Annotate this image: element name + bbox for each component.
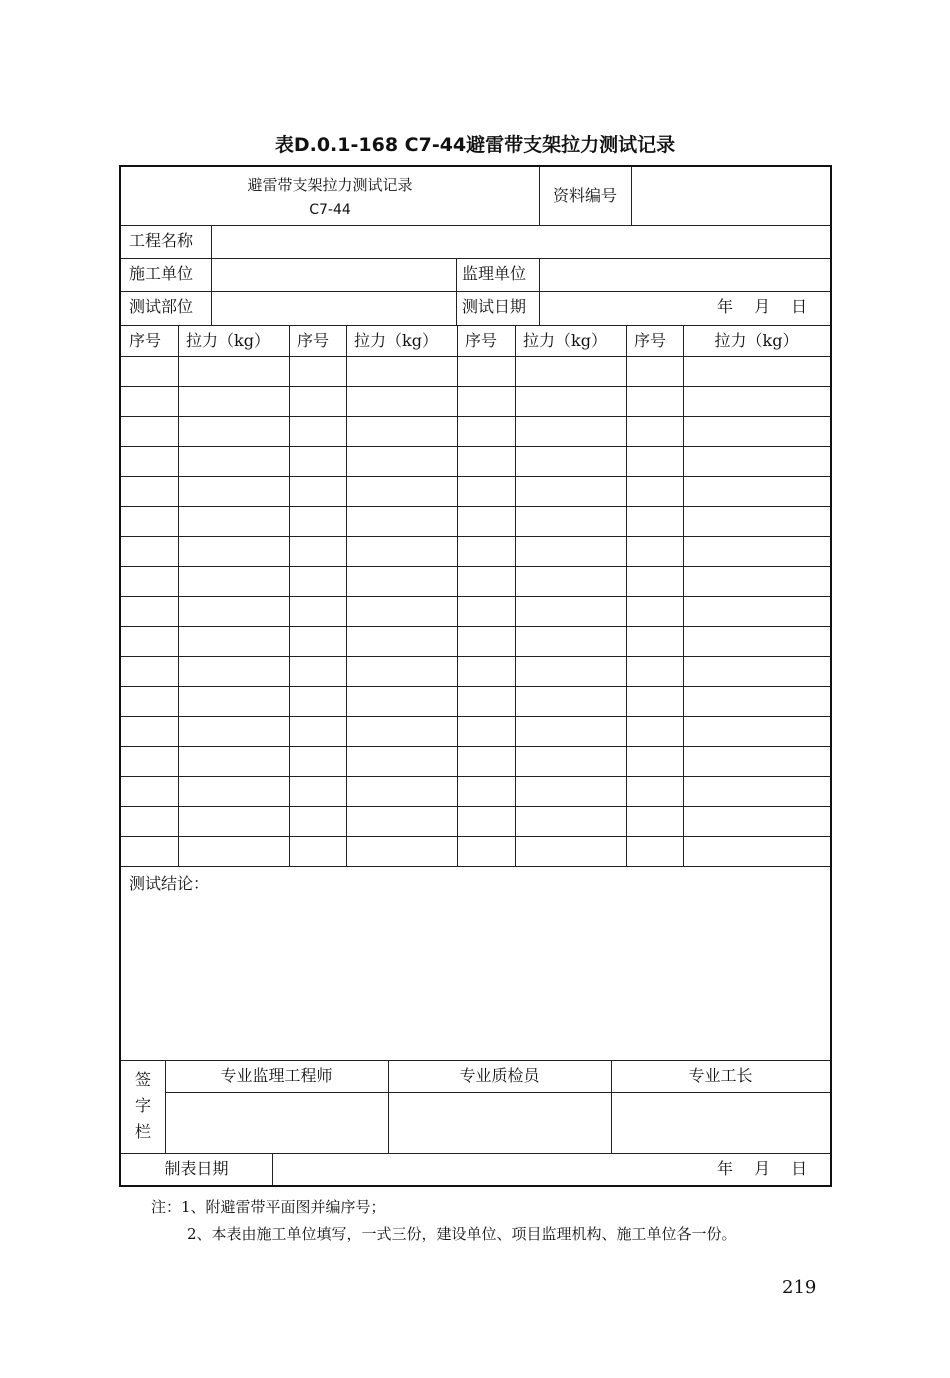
table-cell-index[interactable]	[630, 601, 679, 621]
table-cell-index[interactable]	[293, 361, 342, 381]
table-cell-index[interactable]	[293, 841, 342, 861]
table-cell-tension[interactable]	[687, 631, 826, 651]
table-cell-index[interactable]	[630, 661, 679, 681]
table-cell-tension[interactable]	[182, 571, 285, 591]
test-date-label: 测试日期	[462, 297, 527, 316]
signature-label-1: 签	[134, 1070, 151, 1089]
table-cell-index[interactable]	[461, 751, 511, 771]
table-cell-tension[interactable]	[687, 391, 826, 411]
table-cell-tension[interactable]	[350, 661, 453, 681]
divider	[121, 325, 830, 326]
table-cell-tension[interactable]	[350, 511, 453, 531]
table-cell-tension[interactable]	[519, 421, 622, 441]
divider	[121, 1060, 830, 1061]
table-cell-index[interactable]	[125, 841, 174, 861]
form-name: 避雷带支架拉力测试记录	[247, 176, 413, 194]
table-cell-tension[interactable]	[519, 601, 622, 621]
table-row-line	[121, 866, 830, 867]
table-cell-tension[interactable]	[687, 481, 826, 501]
table-cell-index[interactable]	[293, 511, 342, 531]
table-cell-index[interactable]	[293, 691, 342, 711]
builder-label: 施工单位	[129, 264, 194, 283]
signature-label-3: 栏	[134, 1122, 151, 1141]
table-cell-tension[interactable]	[519, 391, 622, 411]
table-cell-tension[interactable]	[350, 811, 453, 831]
table-cell-index[interactable]	[293, 811, 342, 831]
table-cell-tension[interactable]	[350, 451, 453, 471]
table-cell-tension[interactable]	[519, 811, 622, 831]
table-cell-tension[interactable]	[519, 511, 622, 531]
table-cell-tension[interactable]	[350, 691, 453, 711]
table-cell-index[interactable]	[125, 541, 174, 561]
table-row-line	[121, 416, 830, 417]
table-cell-tension[interactable]	[519, 571, 622, 591]
table-cell-index[interactable]	[461, 361, 511, 381]
table-cell-tension[interactable]	[350, 541, 453, 561]
table-cell-index[interactable]	[125, 481, 174, 501]
table-cell-index[interactable]	[461, 421, 511, 441]
table-row-line	[121, 836, 830, 837]
table-cell-tension[interactable]	[182, 541, 285, 561]
table-cell-tension[interactable]	[687, 811, 826, 831]
table-cell-tension[interactable]	[182, 391, 285, 411]
table-cell-index[interactable]	[293, 421, 342, 441]
table-row-line	[121, 806, 830, 807]
table-cell-tension[interactable]	[350, 841, 453, 861]
table-cell-index[interactable]	[461, 661, 511, 681]
table-cell-index[interactable]	[293, 391, 342, 411]
table-cell-tension[interactable]	[182, 841, 285, 861]
table-cell-index[interactable]	[461, 601, 511, 621]
table-header-cell: 拉力（kg）	[714, 331, 799, 350]
table-cell-tension[interactable]	[350, 601, 453, 621]
table-cell-index[interactable]	[461, 451, 511, 471]
table-cell-index[interactable]	[125, 391, 174, 411]
table-cell-tension[interactable]	[519, 661, 622, 681]
table-row-line	[121, 596, 830, 597]
table-row-line	[121, 746, 830, 747]
table-cell-tension[interactable]	[519, 631, 622, 651]
table-row-line	[121, 716, 830, 717]
table-cell-index[interactable]	[630, 451, 679, 471]
divider	[165, 1092, 830, 1093]
table-cell-index[interactable]	[630, 631, 679, 651]
table-cell-tension[interactable]	[519, 541, 622, 561]
project-name-label: 工程名称	[129, 231, 194, 250]
table-cell-index[interactable]	[461, 481, 511, 501]
table-header-cell: 拉力（kg）	[354, 331, 438, 350]
table-cell-tension[interactable]	[687, 541, 826, 561]
table-cell-tension[interactable]	[687, 661, 826, 681]
table-cell-tension[interactable]	[687, 451, 826, 471]
table-header-cell: 序号	[297, 331, 330, 350]
table-cell-index[interactable]	[125, 811, 174, 831]
conclusion-label: 测试结论：	[129, 874, 210, 893]
table-cell-index[interactable]	[461, 631, 511, 651]
table-cell-tension[interactable]	[182, 361, 285, 381]
table-cell-tension[interactable]	[687, 511, 826, 531]
table-cell-tension[interactable]	[182, 811, 285, 831]
table-cell-tension[interactable]	[350, 631, 453, 651]
table-cell-index[interactable]	[293, 631, 342, 651]
table-cell-index[interactable]	[293, 601, 342, 621]
table-row-line	[121, 656, 830, 657]
table-header-cell: 序号	[129, 331, 162, 350]
table-cell-index[interactable]	[461, 571, 511, 591]
table-cell-index[interactable]	[461, 841, 511, 861]
table-row-line	[121, 626, 830, 627]
table-cell-tension[interactable]	[182, 781, 285, 801]
divider	[121, 291, 830, 292]
role-quality-inspector: 专业质检员	[459, 1066, 540, 1085]
table-cell-tension[interactable]	[519, 751, 622, 771]
divider	[272, 1153, 273, 1185]
table-row-line	[121, 506, 830, 507]
signature-field-inspector[interactable]	[394, 1102, 604, 1142]
table-cell-index[interactable]	[630, 481, 679, 501]
signature-label-2: 字	[134, 1096, 151, 1115]
table-cell-tension[interactable]	[687, 751, 826, 771]
table-cell-tension[interactable]	[350, 571, 453, 591]
table-cell-index[interactable]	[630, 361, 679, 381]
table-cell-index[interactable]	[293, 781, 342, 801]
test-record-form	[119, 165, 832, 1187]
table-cell-tension[interactable]	[519, 841, 622, 861]
table-cell-index[interactable]	[293, 571, 342, 591]
supervisor-label: 监理单位	[462, 264, 527, 283]
table-cell-tension[interactable]	[519, 721, 622, 741]
table-cell-tension[interactable]	[182, 661, 285, 681]
table-header-cell: 序号	[465, 331, 498, 350]
table-cell-tension[interactable]	[182, 631, 285, 651]
page-number: 219	[782, 1277, 817, 1298]
table-row-line	[121, 776, 830, 777]
table-cell-tension[interactable]	[182, 511, 285, 531]
table-cell-index[interactable]	[125, 721, 174, 741]
table-cell-tension[interactable]	[350, 721, 453, 741]
table-cell-index[interactable]	[461, 721, 511, 741]
table-cell-tension[interactable]	[519, 361, 622, 381]
table-cell-tension[interactable]	[182, 691, 285, 711]
signature-field-foreman[interactable]	[617, 1102, 823, 1142]
divider	[121, 225, 830, 226]
table-cell-index[interactable]	[125, 751, 174, 771]
note-1: 注：1、附避雷带平面图并编序号；	[151, 1198, 386, 1216]
table-cell-index[interactable]	[125, 781, 174, 801]
table-cell-tension[interactable]	[350, 481, 453, 501]
table-cell-index[interactable]	[125, 631, 174, 651]
table-cell-index[interactable]	[630, 781, 679, 801]
table-row-line	[121, 536, 830, 537]
table-cell-tension[interactable]	[687, 721, 826, 741]
signature-field-engineer[interactable]	[171, 1102, 381, 1142]
table-cell-index[interactable]	[461, 511, 511, 531]
table-cell-index[interactable]	[461, 781, 511, 801]
table-header-cell: 拉力（kg）	[186, 331, 270, 350]
table-cell-tension[interactable]	[182, 721, 285, 741]
table-cell-index[interactable]	[630, 811, 679, 831]
test-date-field[interactable]: 年 月 日	[717, 297, 808, 316]
table-cell-index[interactable]	[125, 421, 174, 441]
table-cell-tension[interactable]	[182, 451, 285, 471]
table-row-line	[121, 686, 830, 687]
table-cell-index[interactable]	[125, 661, 174, 681]
doc-no-label: 资料编号	[552, 186, 617, 205]
table-cell-index[interactable]	[125, 571, 174, 591]
table-cell-index[interactable]	[461, 691, 511, 711]
table-cell-tension[interactable]	[182, 751, 285, 771]
table-row-line	[121, 446, 830, 447]
table-cell-index[interactable]	[630, 541, 679, 561]
table-cell-index[interactable]	[125, 451, 174, 471]
made-date-field[interactable]: 年 月 日	[717, 1159, 808, 1178]
table-header-cell: 拉力（kg）	[523, 331, 607, 350]
table-cell-index[interactable]	[630, 721, 679, 741]
table-cell-tension[interactable]	[687, 361, 826, 381]
table-cell-index[interactable]	[125, 691, 174, 711]
table-cell-tension[interactable]	[182, 601, 285, 621]
table-cell-tension[interactable]	[519, 451, 622, 471]
table-cell-index[interactable]	[630, 691, 679, 711]
conclusion-field[interactable]	[129, 900, 819, 1050]
table-cell-index[interactable]	[630, 751, 679, 771]
divider	[121, 258, 830, 259]
table-cell-index[interactable]	[293, 451, 342, 471]
table-cell-tension[interactable]	[519, 781, 622, 801]
table-cell-tension[interactable]	[519, 691, 622, 711]
table-cell-index[interactable]	[293, 751, 342, 771]
made-date-label: 制表日期	[164, 1159, 229, 1178]
form-code: C7-44	[309, 202, 351, 218]
divider	[631, 167, 632, 225]
table-cell-tension[interactable]	[519, 481, 622, 501]
table-cell-tension[interactable]	[687, 571, 826, 591]
table-cell-tension[interactable]	[350, 361, 453, 381]
table-cell-index[interactable]	[461, 541, 511, 561]
table-cell-tension[interactable]	[350, 781, 453, 801]
table-cell-index[interactable]	[630, 421, 679, 441]
table-cell-tension[interactable]	[687, 421, 826, 441]
table-cell-index[interactable]	[293, 661, 342, 681]
table-cell-tension[interactable]	[182, 421, 285, 441]
table-cell-index[interactable]	[461, 391, 511, 411]
location-label: 测试部位	[129, 297, 194, 316]
table-cell-index[interactable]	[125, 361, 174, 381]
role-foreman: 专业工长	[688, 1066, 753, 1085]
table-cell-index[interactable]	[293, 541, 342, 561]
table-row-line	[121, 476, 830, 477]
page-title: 表D.0.1-168 C7-44避雷带支架拉力测试记录	[274, 134, 676, 156]
table-row-line	[121, 566, 830, 567]
table-row-line	[121, 356, 830, 357]
table-cell-tension[interactable]	[182, 481, 285, 501]
table-cell-index[interactable]	[461, 811, 511, 831]
table-cell-tension[interactable]	[350, 391, 453, 411]
role-supervising-engineer: 专业监理工程师	[220, 1066, 333, 1085]
table-cell-tension[interactable]	[687, 601, 826, 621]
table-cell-tension[interactable]	[687, 691, 826, 711]
note-2: 2、本表由施工单位填写，一式三份，建设单位、项目监理机构、施工单位各一份。	[187, 1225, 737, 1243]
table-cell-index[interactable]	[125, 511, 174, 531]
table-cell-index[interactable]	[630, 391, 679, 411]
table-cell-index[interactable]	[630, 841, 679, 861]
table-cell-index[interactable]	[630, 571, 679, 591]
table-cell-tension[interactable]	[687, 781, 826, 801]
table-cell-tension[interactable]	[350, 751, 453, 771]
table-cell-index[interactable]	[293, 721, 342, 741]
divider	[121, 1153, 830, 1154]
table-cell-index[interactable]	[293, 481, 342, 501]
divider	[211, 225, 212, 325]
table-cell-tension[interactable]	[350, 421, 453, 441]
table-cell-tension[interactable]	[687, 841, 826, 861]
table-header-cell: 序号	[634, 331, 667, 350]
table-cell-index[interactable]	[125, 601, 174, 621]
table-row-line	[121, 386, 830, 387]
table-cell-index[interactable]	[630, 511, 679, 531]
